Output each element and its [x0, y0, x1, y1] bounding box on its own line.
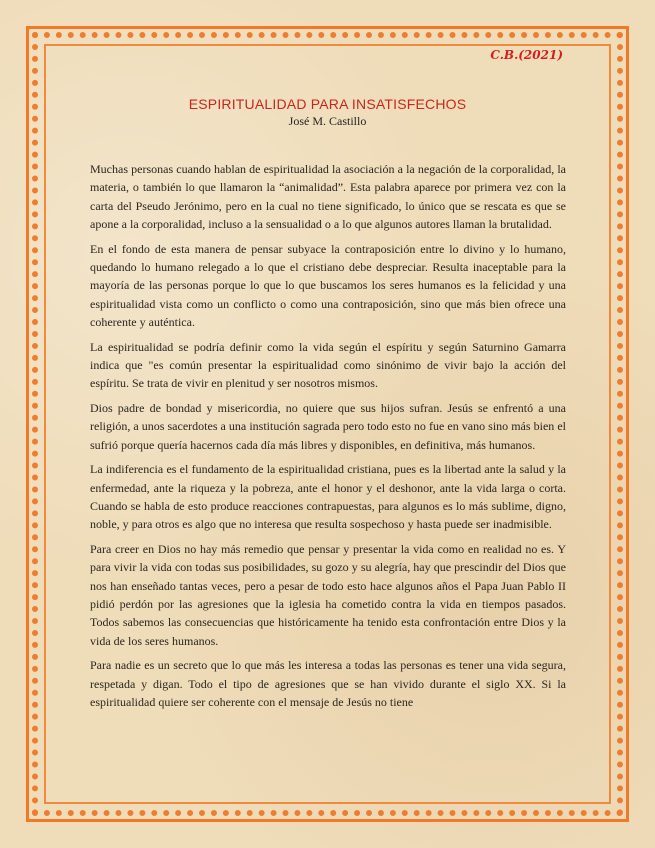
paragraph-6: Para creer en Dios no hay más remedio que pensar y presentar la vida como en realidad no es. Y para vivir la vida con todas sus posibilidades, su gozo y su alegría, hay que prescindir del Dios que nos han enseñado tantas veces, pero a pesar de todo esto hace algunos años el Papa Juan Pablo II pidió perdón por las agresiones que la iglesia ha cometido contra la vida en tiempos pasados. Todos sabemos las consecuencias que históricamente ha tenido esta confrontación entre Dios y la vida de los seres humanos.	[90, 541, 566, 648]
paragraph-4: Dios padre de bondad y misericordia, no quiere que sus hijos sufran. Jesús se enfrentó a una religión, a unos sacerdotes a una institución sagrada pero todo esto no fue en vano sino más bien el sufrió porque quería hacernos cada día más libres y disponibles, en definitiva, más humanos.	[90, 400, 566, 452]
document-author: José M. Castillo	[288, 114, 367, 128]
paragraph-2: En el fondo de esta manera de pensar subyace la contraposición entre lo divino y lo humano, quedando lo humano relegado a lo que el cristiano debe despreciar. Resulta inaceptable para la mayoría de las personas porque lo que lo que buscamos los seres humanos es la felicidad y una espiritualidad vista como un conflicto o como una contraposición, sino que más bien ofrece una coherente y auténtica.	[90, 241, 566, 330]
paragraph-1: Muchas personas cuando hablan de espiritualidad la asociación a la negación de la corporalidad, la materia, o también lo que llamaron la “animalidad”. Esta palabra aparece por primera vez con la carta del Pseudo Jerónimo, pero en la cual no tiene significado, lo único que se rescata es que se apone a la corporalidad, incluso a la sensualidad o a lo que algunos autores llaman la brutalidad.	[90, 162, 566, 232]
paragraph-5: La indiferencia es el fundamento de la espiritualidad cristiana, pues es la libertad ante la salud y la enfermedad, ante la riqueza y la pobreza, ante el honor y el deshonor, ante la vida larga o corta. Cuando se habla de esto produce reacciones contrapuestas, para algunos es lo más sublime, digno, noble, y para otros es algo que no interesa que resulta sospechoso y hasta puede ser inadmisible.	[90, 462, 566, 532]
document-body	[90, 160, 566, 717]
document-title: ESPIRITUALIDAD PARA INSATISFECHOS	[188, 96, 467, 112]
paragraph-7: Para nadie es un secreto que lo que más les interesa a todas las personas es tener una vida segura, respetada y digan. Todo el tipo de agresiones que se han vivido durante el siglo XX. Si la espiritualidad quiere ser coherente con el mensaje de Jesús no tiene	[90, 658, 566, 709]
paragraph-3: La espiritualidad se podría definir como la vida según el espíritu y según Saturnino Gamarra indica que "es común presentar la espiritualidad como sinónimo de vivir bajo la acción del espíritu. Se trata de vivir en plenitud y ser nosotros mismos.	[90, 339, 566, 391]
signature: C.B.(2021)	[490, 48, 563, 62]
